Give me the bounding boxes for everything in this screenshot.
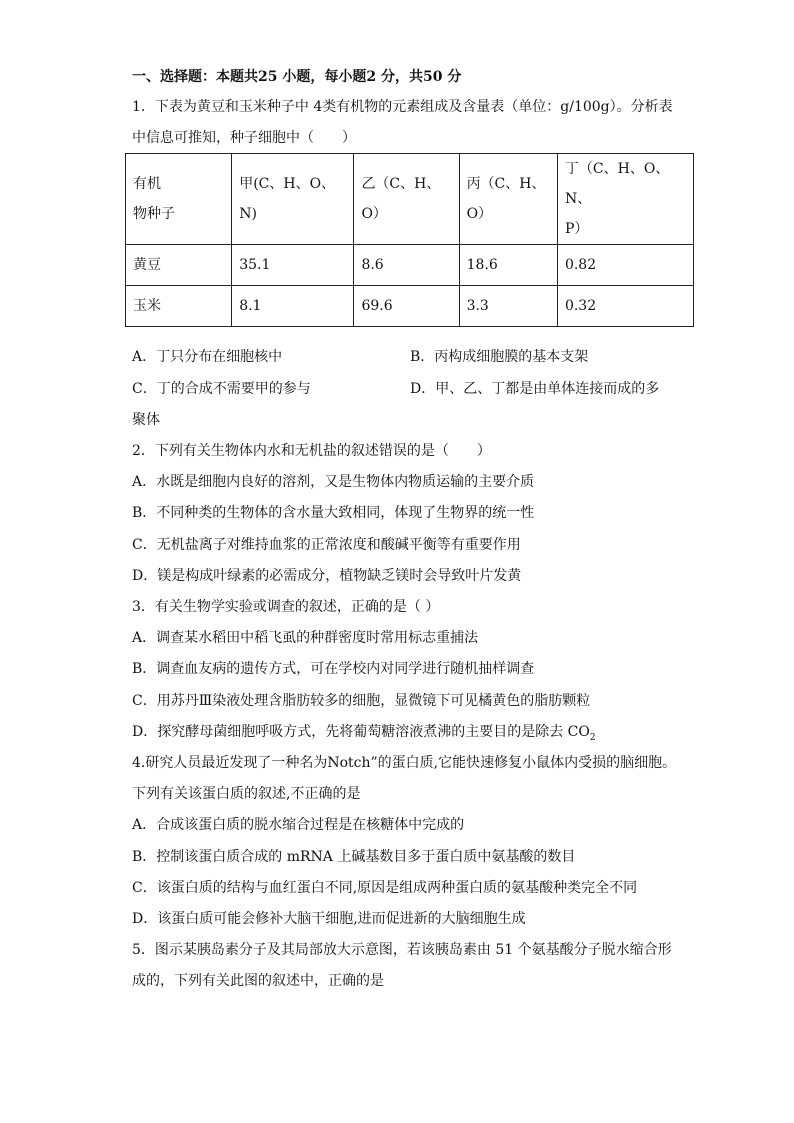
q2-option-b: B．不同种类的生物体的含水量大致相同，体现了生物界的统一性: [132, 505, 535, 521]
q3-option-b: B．调查血友病的遗传方式，可在学校内对同学进行随机抽样调查: [132, 661, 535, 677]
q2-stem: 2．下列有关生物体内水和无机盐的叙述错误的是（ ）: [132, 443, 491, 459]
table-row: [126, 286, 694, 327]
q5-stem-line1: 5．图示某胰岛素分子及其局部放大示意图，若该胰岛素由 51 个氨基酸分子脱水缩合形: [132, 942, 672, 958]
table-cell: 0.82: [557, 245, 693, 286]
q2-option-a: A．水既是细胞内良好的溶剂，又是生物体内物质运输的主要介质: [132, 474, 535, 490]
q3-option-d: D．探究酵母菌细胞呼吸方式，先将葡萄糖溶液煮沸的主要目的是除去 $CO_2$: [132, 724, 596, 743]
table-header-cell: 有机 物种子: [126, 154, 232, 245]
q1-option-d: D．甲、乙、丁都是由单体连接而成的多: [410, 381, 660, 397]
table-cell: 18.6: [459, 245, 557, 286]
table-cell: 8.1: [232, 286, 354, 327]
q1-option-c: C．丁的合成不需要甲的参与: [132, 381, 311, 397]
subscript: 2: [589, 732, 596, 743]
q1-option-d-cont: 聚体: [132, 412, 160, 428]
q3-stem: 3．有关生物学实验或调查的叙述，正确的是（ ）: [132, 599, 440, 615]
table-header-cell: 丙（C、H、 O）: [459, 154, 557, 245]
table-cell: 黄豆: [126, 245, 232, 286]
q4-stem-line2: 下列有关该蛋白质的叙述,不正确的是: [132, 786, 361, 802]
q1-table: [125, 153, 694, 327]
q1-option-a: A．丁只分布在细胞核中: [132, 349, 283, 365]
q1-stem-line1: 1．下表为黄豆和玉米种子中 4类有机物的元素组成及含量表（单位：g/100g）。分析表: [132, 99, 673, 115]
table-header-cell: 甲(C、H、O、N): [232, 154, 354, 245]
table-row: [126, 245, 694, 286]
q5-stem-line2: 成的，下列有关此图的叙述中，正确的是: [132, 973, 384, 989]
q1-option-b: B．丙构成细胞膜的基本支架: [410, 349, 589, 365]
q4-option-d: D．该蛋白质可能会修补大脑干细胞,进而促进新的大脑细胞生成: [132, 911, 526, 927]
q4-stem-line1: 4.研究人员最近发现了一种名为Notch”的蛋白质,它能快速修复小鼠体内受损的脑细胞。: [132, 755, 677, 771]
q1-stem-line2: 中信息可推知，种子细胞中（ ）: [132, 130, 356, 146]
table-cell: 35.1: [232, 245, 354, 286]
table-cell: 3.3: [459, 286, 557, 327]
q4-option-c: C．该蛋白质的结构与血红蛋白不同,原因是组成两种蛋白质的氨基酸种类完全不同: [132, 880, 638, 896]
q2-option-d: D．镁是构成叶绿素的必需成分，植物缺乏镁时会导致叶片发黄: [132, 568, 522, 584]
table-cell: 玉米: [126, 286, 232, 327]
table-header-cell: 丁（C、H、O、N、 P）: [557, 154, 693, 245]
q3-option-c: C．用苏丹Ⅲ染液处理含脂肪较多的细胞，显微镜下可见橘黄色的脂肪颗粒: [132, 693, 591, 709]
table-cell: 8.6: [354, 245, 459, 286]
q2-option-c: C．无机盐离子对维持血浆的正常浓度和酸碱平衡等有重要作用: [132, 537, 521, 553]
q3-option-a: A．调查某水稻田中稻飞虱的种群密度时常用标志重捕法: [132, 630, 479, 646]
table-header-row: [126, 154, 694, 245]
table-header-cell: 乙（C、H、O）: [354, 154, 459, 245]
q4-option-b: B．控制该蛋白质合成的 mRNA 上碱基数目多于蛋白质中氨基酸的数目: [132, 849, 576, 865]
table-cell: 69.6: [354, 286, 459, 327]
q4-option-a: A．合成该蛋白质的脱水缩合过程是在核糖体中完成的: [132, 817, 465, 833]
table-cell: 0.32: [557, 286, 693, 327]
section-title: 一、选择题：本题共25 小题，每小题2 分，共50 分: [132, 69, 462, 85]
